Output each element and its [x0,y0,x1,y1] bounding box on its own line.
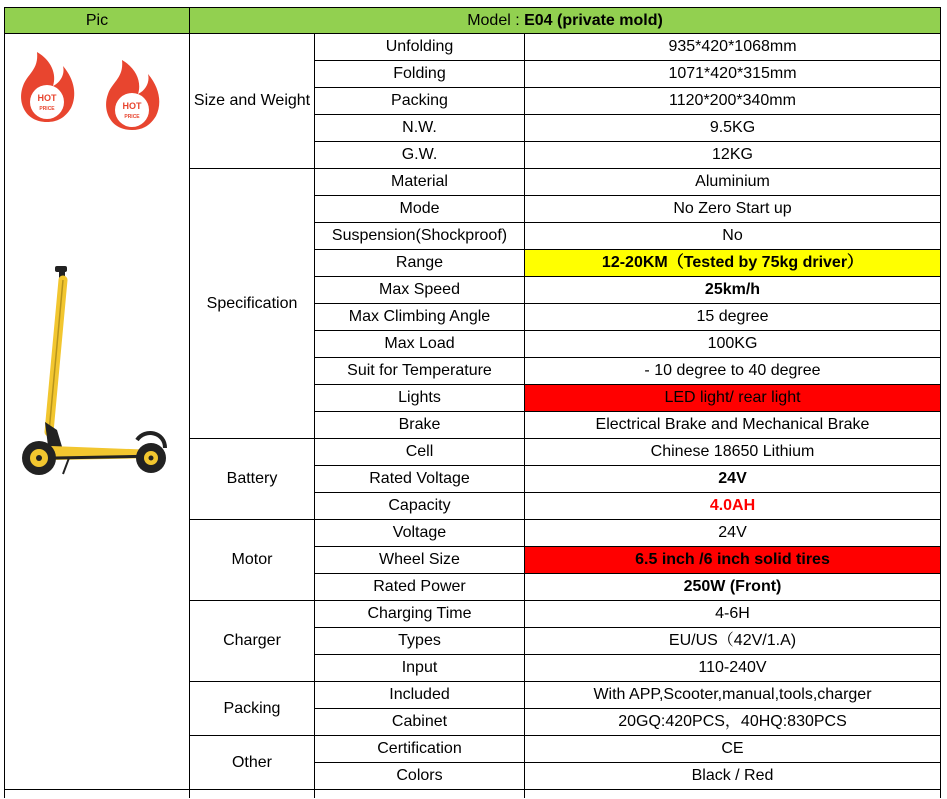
spec-label: Wheel Size [315,547,525,574]
badge-price-text: PRICE [39,106,55,112]
table-row [5,34,941,61]
spec-value: EU/US（42V/1.A) [525,628,941,655]
group-size-weight: Size and Weight [190,34,315,169]
spec-label: Max Climbing Angle [315,304,525,331]
spec-label: Brake [315,412,525,439]
spec-label: Included [315,682,525,709]
spec-label: Voltage [315,520,525,547]
spec-value: 250W (Front) [525,574,941,601]
spec-value: 1071*420*315mm [525,61,941,88]
spec-value: 12KG [525,142,941,169]
spec-value: 4-6H [525,601,941,628]
group-motor: Motor [190,520,315,601]
spec-label: Colors [315,763,525,790]
spec-value: 24V [525,520,941,547]
spec-label: Unfolding [315,34,525,61]
spec-value: 1120*200*340mm [525,88,941,115]
spec-label: Material [315,169,525,196]
group-battery: Battery [190,439,315,520]
empty-cell [315,790,525,799]
pic-header: Pic [5,8,190,34]
spec-value-capacity: 4.0AH [525,493,941,520]
spec-label: Capacity [315,493,525,520]
hot-price-flame-icon [17,44,77,126]
empty-cell [190,790,315,799]
group-specification: Specification [190,169,315,439]
spec-label: Max Speed [315,277,525,304]
spec-value: CE [525,736,941,763]
spec-value: 24V [525,466,941,493]
header-row [5,8,941,34]
spec-value: 110-240V [525,655,941,682]
spec-value: Aluminium [525,169,941,196]
spec-label: Cabinet [315,709,525,736]
spec-value: - 10 degree to 40 degree [525,358,941,385]
spec-label: Max Load [315,331,525,358]
spec-value: With APP,Scooter,manual,tools,charger [525,682,941,709]
spec-value: 15 degree [525,304,941,331]
spec-label: Folding [315,61,525,88]
hot-price-flame-icon [102,52,162,134]
badge-hot-text: HOT [37,93,57,103]
spec-label: N.W. [315,115,525,142]
spec-label: Suspension(Shockproof) [315,223,525,250]
spec-label: Range [315,250,525,277]
spec-value: 935*420*1068mm [525,34,941,61]
spec-label: Cell [315,439,525,466]
badge-hot-text: HOT [122,101,142,111]
spec-value: 25km/h [525,277,941,304]
spec-value: Chinese 18650 Lithium [525,439,941,466]
scooter-image [19,262,167,484]
spec-label: Packing [315,88,525,115]
spec-label: Lights [315,385,525,412]
spec-value: Black / Red [525,763,941,790]
spec-value-wheel-size: 6.5 inch /6 inch solid tires [525,547,941,574]
empty-cell [525,790,941,799]
spec-value: No [525,223,941,250]
spec-label: Input [315,655,525,682]
badge-price-text: PRICE [124,114,140,120]
model-prefix: Model : [467,11,525,29]
spec-value: 20GQ:420PCS，40HQ:830PCS [525,709,941,736]
spec-label: G.W. [315,142,525,169]
spec-label: Types [315,628,525,655]
model-name: E04 (private mold) [524,11,663,29]
spec-table [4,7,941,798]
spec-label: Certification [315,736,525,763]
spec-label: Mode [315,196,525,223]
group-packing: Packing [190,682,315,736]
empty-cell [5,790,190,799]
table-row-continued [5,790,941,799]
product-pictures [5,34,190,790]
spec-label: Rated Power [315,574,525,601]
spec-value-range: 12-20KM（Tested by 75kg driver） [525,250,941,277]
spec-label: Suit for Temperature [315,358,525,385]
model-header [190,8,941,34]
group-other: Other [190,736,315,790]
spec-value: No Zero Start up [525,196,941,223]
spec-label: Rated Voltage [315,466,525,493]
group-charger: Charger [190,601,315,682]
spec-value: Electrical Brake and Mechanical Brake [525,412,941,439]
spec-value: 100KG [525,331,941,358]
spec-value: 9.5KG [525,115,941,142]
spec-value-lights: LED light/ rear light [525,385,941,412]
spec-label: Charging Time [315,601,525,628]
